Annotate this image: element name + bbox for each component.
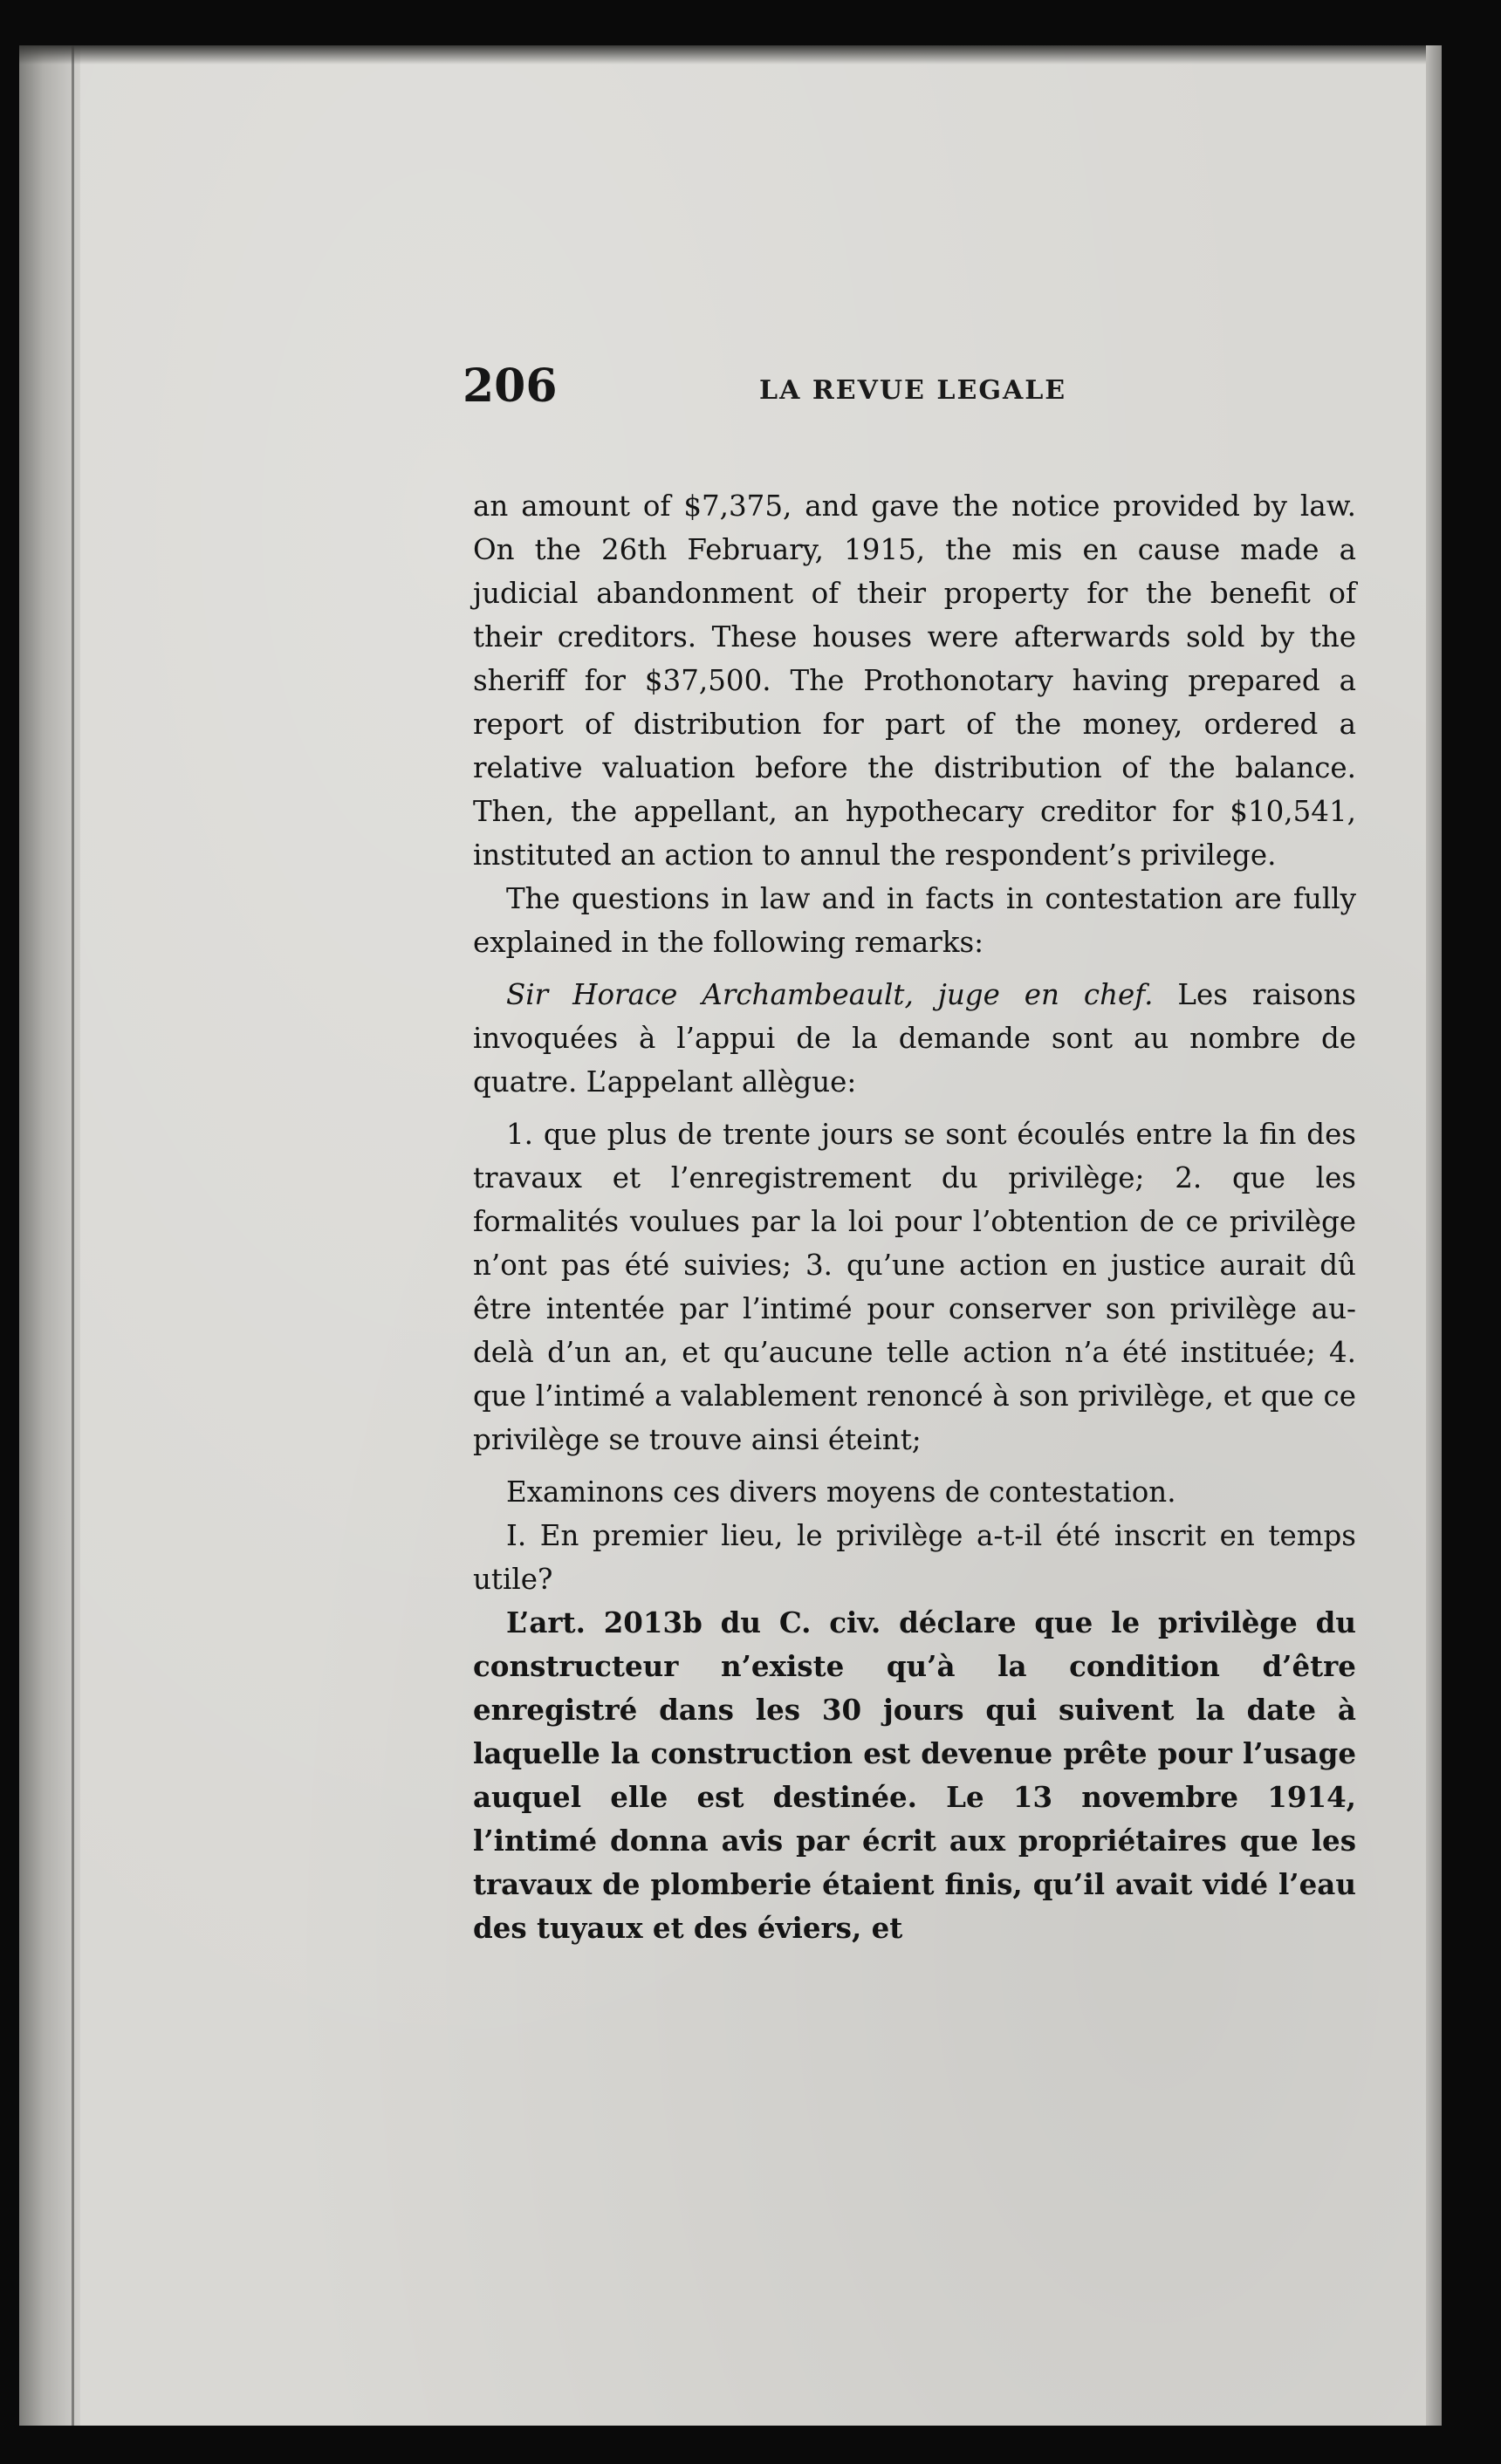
paragraph-6: I. En premier lieu, le privilège a-t-il été inscrit en temps utile?	[473, 1519, 1356, 1596]
paragraph-5: Examinons ces divers moyens de contestation.	[506, 1475, 1176, 1509]
judge-name: Sir Horace Archambeault, juge en chef.	[506, 978, 1154, 1011]
page-right-fold	[1426, 45, 1442, 2426]
paragraph-4: 1. que plus de trente jours se sont écoulés entre la fin des travaux et l’enregistrement du privilège; 2. que les formalités voulues par la loi pour l’obtention de ce privilège n’ont pas été suivies; 3. qu’une action en justice aurait dû être intentée par l’intimé pour conserver son privilège au-delà d’un an, et qu’aucune telle action n’a été instituée; 4. que l’intimé a valablement renoncé à son privilège, et que ce privilège se trouve ainsi éteint;	[473, 1118, 1356, 1456]
page-top-shadow	[19, 45, 1442, 65]
page-number: 206	[463, 359, 558, 413]
paragraph-3-text: Les raisons invoquées à l’appui de la demande sont au nombre de quatre. L’appelant allègue:	[473, 978, 1356, 1099]
paragraph-1: an amount of $7,375, and gave the notice provided by law. On the 26th February, 1915, the mis en cause made a judicial abandonment of their property for the benefit of their creditors. These houses were afterwards sold by the sheriff for $37,500. The Prothonotary having prepared a report of distribution for part of the money, ordered a relative valuation before the distribution of the balance. Then, the appellant, an hypothecary creditor for $10,541, instituted an action to annul the respondent’s privilege.	[473, 489, 1356, 872]
paragraph-3	[473, 973, 1356, 1104]
paragraph-7: L’art. 2013b du C. civ. déclare que le privilège du constructeur n’existe qu’à la condition d’être enregistré dans les 30 jours qui suivent la date à laquelle la construction est devenue prête pour l’usage auquel elle est destinée. Le 13 novembre 1914, l’intimé donna avis par écrit aux propriétaires que les travaux de plomberie étaient finis, qu’il avait vidé l’eau des tuyaux et des éviers, et	[473, 1605, 1356, 1945]
page-header	[463, 359, 1388, 447]
paragraph-2: The questions in law and in facts in contestation are fully explained in the following remarks:	[473, 882, 1356, 959]
running-title: LA REVUE LEGALE	[759, 375, 1067, 406]
body-text	[473, 484, 1356, 1959]
page-gutter-line	[72, 45, 74, 2426]
